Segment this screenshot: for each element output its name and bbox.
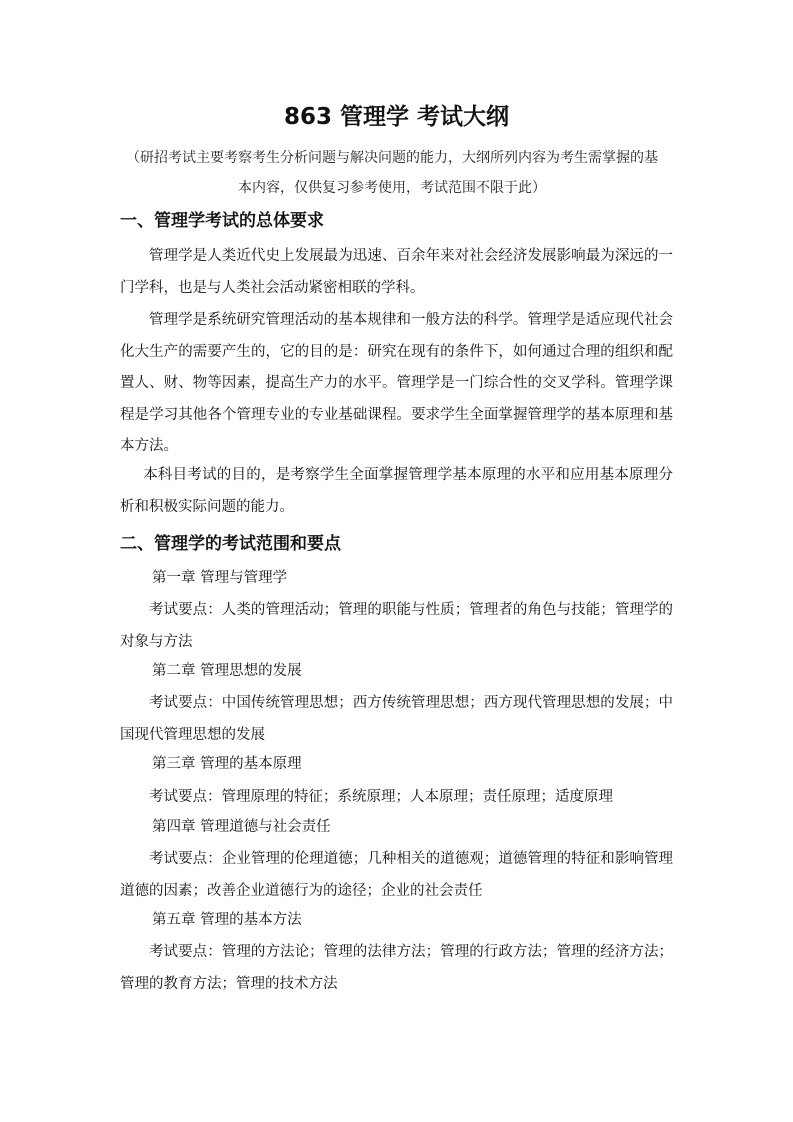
chapter-4-points: 考试要点：企业管理的伦理道德；几种相关的道德观；道德管理的特征和影响管理道德的因素；改善企业道德行为的途径；企业的社会责任 bbox=[120, 851, 673, 899]
document-subtitle: （研招考试主要考察考生分析问题与解决问题的能力，大纲所列内容为考生需掌握的基本内容，仅供复习参考使用，考试范围不限于此） bbox=[126, 150, 658, 196]
section2-heading: 二、管理学的考试范围和要点 bbox=[120, 534, 341, 554]
section1-paragraph-3: 本科目考试的目的，是考察学生全面掌握管理学基本原理的水平和应用基本原理分析和积极实际问题的能力。 bbox=[120, 467, 673, 515]
chapter-3-points: 考试要点：管理原理的特征；系统原理；人本原理；责任原理；适度原理 bbox=[149, 789, 613, 805]
section1-paragraph-2: 管理学是系统研究管理活动的基本规律和一般方法的科学。管理学是适应现代社会化大生产的需要产生的，它的目的是：研究在现有的条件下，如何通过合理的组织和配置人、财、物等因素，提高生产力的水平。管理学是一门综合性的交叉学科。管理学课程是学习其他各个管理专业的专业基础课程。要求学生全面掌握管理学的基本原理和基本方法。 bbox=[120, 312, 673, 454]
section1-paragraph-1: 管理学是人类近代史上发展最为迅速、百余年来对社会经济发展影响最为深远的一门学科，也是与人类社会活动紧密相联的学科。 bbox=[120, 248, 673, 296]
chapter-2-points: 考试要点：中国传统管理思想；西方传统管理思想；西方现代管理思想的发展；中国现代管理思想的发展 bbox=[120, 695, 673, 743]
chapter-5-title: 第五章 管理的基本方法 bbox=[152, 912, 302, 928]
chapter-3-title: 第三章 管理的基本原理 bbox=[152, 756, 302, 772]
chapter-4-title: 第四章 管理道德与社会责任 bbox=[152, 819, 331, 835]
chapter-5-points: 考试要点：管理的方法论；管理的法律方法；管理的行政方法；管理的经济方法；管理的教育方法；管理的技术方法 bbox=[120, 944, 673, 992]
chapter-1-points: 考试要点：人类的管理活动；管理的职能与性质；管理者的角色与技能；管理学的对象与方法 bbox=[120, 602, 673, 650]
chapter-2-title: 第二章 管理思想的发展 bbox=[152, 663, 302, 679]
chapter-1-title: 第一章 管理与管理学 bbox=[152, 570, 288, 586]
document-title: 863 管理学 考试大纲 bbox=[283, 104, 510, 130]
section1-heading: 一、管理学考试的总体要求 bbox=[120, 211, 324, 231]
